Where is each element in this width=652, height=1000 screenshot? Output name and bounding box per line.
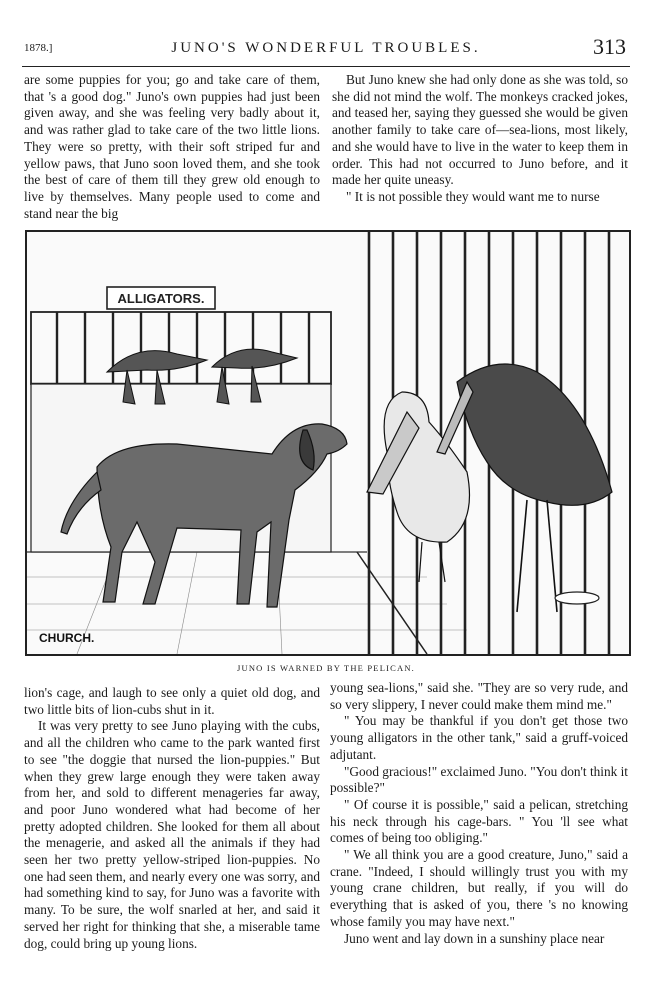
page-number: 313 [593,34,626,59]
paragraph: "Good gracious!" exclaimed Juno. "You don't think it possible?" [330,763,628,796]
water-dish [555,592,599,604]
paragraph: Juno went and lay down in a sunshiny place near [344,930,605,946]
illustration-drawing [27,232,629,654]
left-column-top [24,72,320,222]
issue-year: 1878.] [24,42,53,54]
running-title: JUNO'S WONDERFUL TROUBLES. [171,40,481,56]
right-column-bottom [330,680,628,947]
alligators-sign-text: ALLIGATORS. [117,291,205,306]
paragraph: " Of course it is possible," said a pelican, stretching his neck through his cage-bars. " You 'll see what comes of being too obliging." [330,796,628,846]
paragraph: But Juno knew she had only done as she was told, so she did not mind the wolf. The monkeys cracked jokes, and teased her, saying they guessed she would be given another family to take care of—sea-lions, most likely, and she would have to live in the water to keep them in order. This had not occurred to Juno before, and it made her quite uneasy. [332,72,628,188]
artist-signature: CHURCH. [39,631,95,645]
paragraph: young sea-lions," said she. "They are so very rude, and so very slippery, I never could make them mind me." [330,680,628,712]
header-rule [22,66,630,67]
paragraph: lion's cage, and laugh to see only a quiet old dog, and two little bits of lion-cubs shut in it. [24,685,320,717]
right-column-top [332,72,628,206]
page-header [20,34,632,64]
left-column-bottom [24,685,320,952]
paragraph: " We all think you are a good creature, Juno," said a crane. "Indeed, I should willingly trust you with my young crane children, but really, if you will do everything that is asked of you, there 's no knowing whose family you may have next." [330,847,628,929]
paragraph: " It is not possible they would want me to nurse [346,188,600,204]
paragraph: are some puppies for you; go and take care of them, that 's a good dog." Juno's own puppies had just been given away, and she was feeling very badly about it, and was rather glad to take care of the two little lions. They were so pretty, with their soft striped fur and yellow paws, that Juno soon loved them, and she took the best of care of them till they grew old enough to live by themselves. Many people used to come and stand near the big [24,72,320,221]
paragraph: It was very pretty to see Juno playing with the cubs, and all the children who came to the park wanted first to see "the doggie that nursed the lion-puppies." But when they grew large enough they were taken away from her, and sold to different menageries far away, and poor Juno wondered what had become of her pretty adopted children. She looked for them all about the menagerie, and asked all the animals if they had seen her two pretty yellow-striped lion-puppies. No one had seen them, and nearly every one was sorry, and had something kind to say, for Juno was a favorite with many. To be sure, the wolf snarled at her, and said it served her right for thinking that she, a miserable tame dog, could bring up young lions. [24,718,320,951]
paragraph: " You may be thankful if you don't get those two young alligators in the other tank," said a gruff-voiced adjutant. [330,713,628,762]
illustration [25,230,631,656]
illustration-caption: JUNO IS WARNED BY THE PELICAN. [237,663,415,673]
